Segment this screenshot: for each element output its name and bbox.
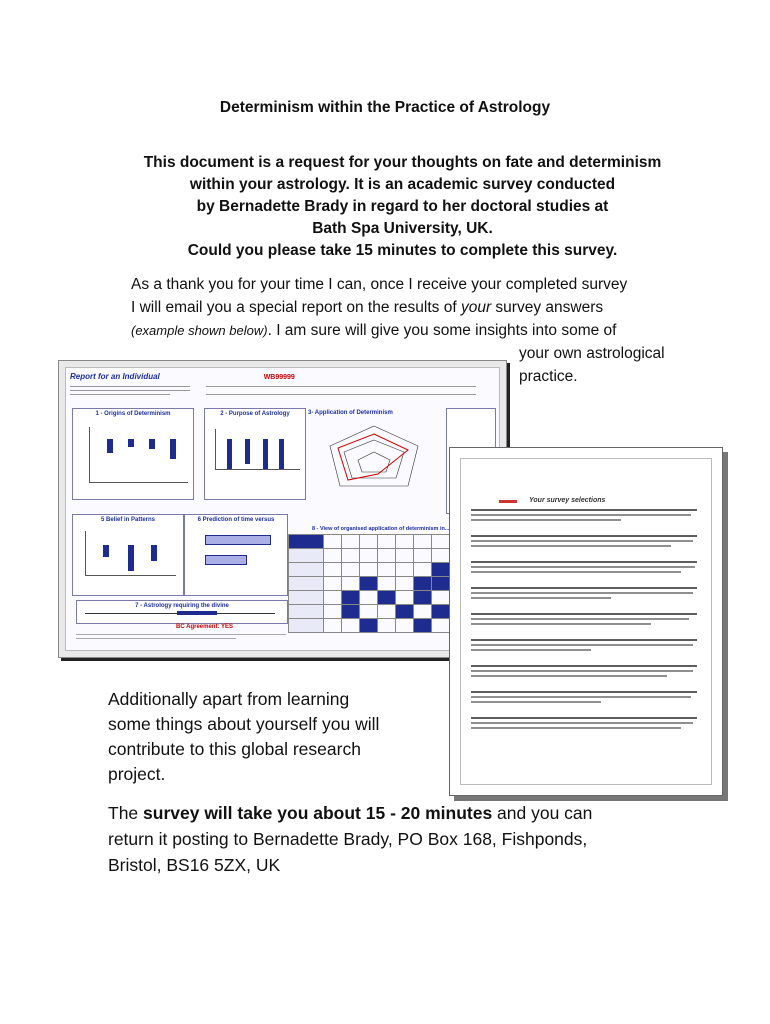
application-panel xyxy=(308,408,440,508)
determinism-table-title: 8 - View of organised application of determinism in... xyxy=(312,526,450,532)
thanks-line-2 xyxy=(131,296,665,319)
divine-panel xyxy=(76,600,288,624)
document-title: Determinism within the Practice of Astrology xyxy=(219,99,551,116)
panel-title: 6 Prediction of time versus xyxy=(197,517,275,523)
request-line: Bath Spa University, UK. xyxy=(312,220,493,237)
survey-time-line-1 xyxy=(108,800,708,826)
thanks-text: survey answers xyxy=(491,299,604,316)
origins-panel xyxy=(72,408,194,500)
panel-title: 2 - Purpose of Astrology xyxy=(220,411,290,417)
thanks-line-3 xyxy=(131,319,665,342)
additional-line: project. xyxy=(108,764,166,784)
thanks-emphasis: your xyxy=(460,299,492,316)
request-line: This document is a request for your thoughts on fate and determinism xyxy=(143,154,662,171)
purpose-panel xyxy=(204,408,306,500)
report-page xyxy=(65,367,500,651)
postal-address-line-1: return it posting to Bernadette Brady, PO Box 168, Fishponds, xyxy=(108,829,588,849)
panel-title: 5 Belief in Patterns xyxy=(100,517,156,523)
thanks-line-1: As a thank you for your time I can, once I receive your completed survey xyxy=(131,276,628,293)
panel-title: 7 - Astrology requiring the divine xyxy=(135,603,229,609)
answers-page xyxy=(460,458,712,785)
panel-title: 3- Application of Determinism xyxy=(308,410,393,416)
request-line: by Bernadette Brady in regard to her doctoral studies at xyxy=(196,198,609,215)
request-line: Could you please take 15 minutes to complete this survey. xyxy=(187,242,618,259)
determinism-table xyxy=(288,534,450,633)
agreement-label: BC Agreement: YES xyxy=(176,624,234,630)
survey-time-text: and you can xyxy=(492,803,593,823)
patterns-panel xyxy=(72,514,184,596)
request-line: within your astrology. It is an academic survey conducted xyxy=(189,176,616,193)
sample-report-image xyxy=(58,360,507,658)
answers-heading: Your survey selections xyxy=(529,497,606,504)
survey-duration: survey will take you about 15 - 20 minutes xyxy=(143,803,493,823)
panel-title: 1 - Origins of Determinism xyxy=(95,411,171,417)
additional-line: contribute to this global research xyxy=(108,739,361,759)
prediction-panel xyxy=(184,514,288,596)
survey-request xyxy=(90,152,715,262)
red-mark xyxy=(499,500,517,503)
survey-answers-image xyxy=(449,447,723,796)
thanks-line-5: practice. xyxy=(519,368,578,385)
radar-chart xyxy=(308,416,440,506)
report-tag: WB99999 xyxy=(263,374,295,381)
additional-paragraph xyxy=(108,687,438,787)
example-note: (example shown below) xyxy=(131,323,268,338)
report-header xyxy=(70,372,295,381)
thanks-text: I will email you a special report on the results of xyxy=(131,299,461,316)
additional-line: Additionally apart from learning xyxy=(108,689,350,709)
report-heading: Report for an Individual xyxy=(70,372,160,381)
survey-time-paragraph xyxy=(108,800,708,878)
thanks-line-4: your own astrological xyxy=(519,345,665,362)
survey-time-text: The xyxy=(108,803,144,823)
thanks-text: . I am sure will give you some insights into some of xyxy=(267,322,617,339)
postal-address-line-2: Bristol, BS16 5ZX, UK xyxy=(108,855,281,875)
additional-line: some things about yourself you will xyxy=(108,714,380,734)
